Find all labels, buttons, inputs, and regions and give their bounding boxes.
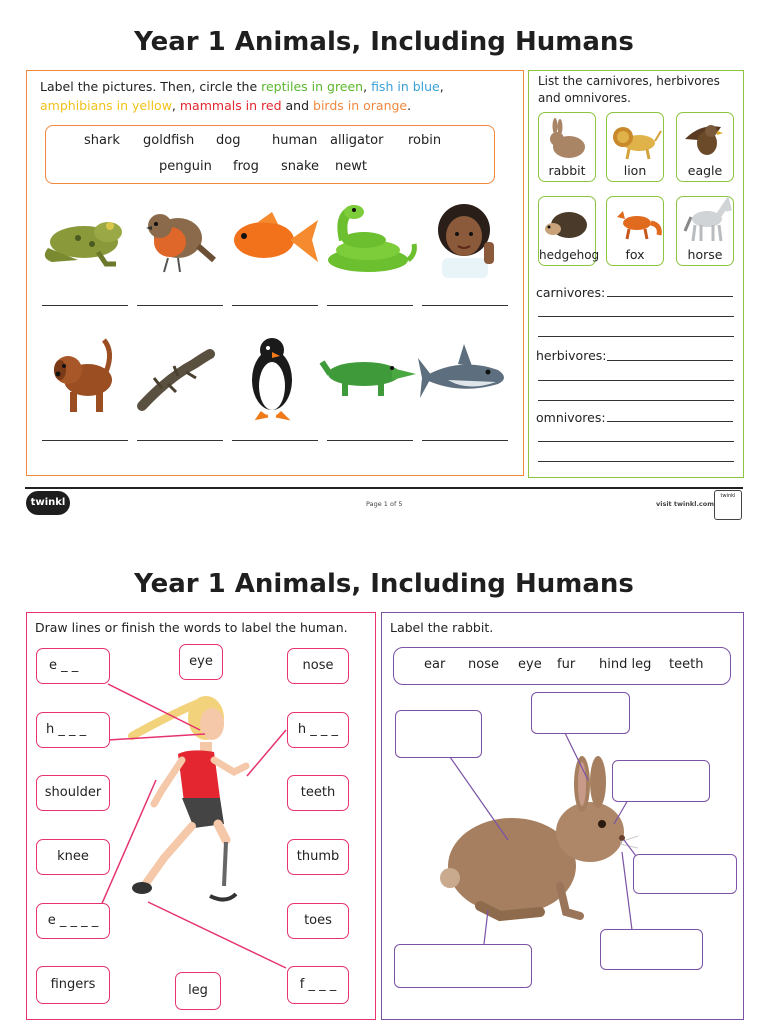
rabbit-word: eye [518, 657, 542, 672]
word-bank-item: snake [281, 159, 320, 174]
human-instructions: Draw lines or finish the words to label the human. [35, 620, 348, 635]
word-bank-item: human [272, 133, 318, 148]
label-box-teeth[interactable]: teeth [287, 775, 349, 811]
label-box-ear[interactable]: e _ _ [36, 648, 110, 684]
omnivores-label: omnivores: [536, 410, 606, 425]
word-bank-item: frog [233, 159, 259, 174]
label-box-hair[interactable]: h _ _ _ [36, 712, 110, 748]
word-bank-item: shark [84, 133, 120, 148]
label-box-knee[interactable]: knee [36, 839, 110, 875]
rabbit-label-box[interactable] [633, 854, 737, 894]
rabbit-word: ear [424, 657, 446, 672]
labelling-instructions: Label the pictures. Then, circle the reptiles in green, fish in blue, amphibians in yellow, mammals in red and birds in orange. [40, 79, 444, 113]
word-bank-item: dog [216, 133, 241, 148]
page-title: Year 1 Animals, Including Humans [134, 27, 634, 57]
rabbit-instructions: Label the rabbit. [390, 620, 494, 635]
rabbit-label-box[interactable] [612, 760, 710, 802]
animal-card-label: rabbit [548, 163, 586, 178]
label-box-leg[interactable]: leg [175, 972, 221, 1010]
quality-badge: twinkl [714, 490, 742, 520]
rabbit-label-box[interactable] [531, 692, 630, 734]
label-box-toes[interactable]: toes [287, 903, 349, 939]
word-bank-item: goldfish [143, 133, 195, 148]
label-box-fingers[interactable]: fingers [36, 966, 110, 1004]
label-box-shoulder[interactable]: shoulder [36, 775, 110, 811]
label-box-eye[interactable]: eye [179, 644, 223, 680]
carnivores-label: carnivores: [536, 285, 606, 300]
rabbit-word: nose [468, 657, 499, 672]
label-box-elbow[interactable]: e _ _ _ _ [36, 903, 110, 939]
rabbit-word: teeth [669, 657, 704, 672]
word-bank-item: alligator [330, 133, 384, 148]
herbivores-label: herbivores: [536, 348, 607, 363]
label-box-nose[interactable]: nose [287, 648, 349, 684]
word-bank-item: robin [408, 133, 442, 148]
diet-instructions: List the carnivores, herbivores and omnivores. [538, 74, 720, 105]
footer-site: visit twinkl.com [656, 500, 715, 508]
rabbit-word: fur [557, 657, 576, 672]
word-bank-item: newt [335, 159, 367, 174]
page-title: Year 1 Animals, Including Humans [134, 569, 634, 599]
label-box-foot[interactable]: f _ _ _ [287, 966, 349, 1004]
label-box-thumb[interactable]: thumb [287, 839, 349, 875]
rabbit-label-box[interactable] [600, 929, 703, 970]
rabbit-word: hind leg [599, 657, 652, 672]
animal-card-label: fox [625, 247, 645, 262]
rabbit-label-box[interactable] [394, 944, 532, 988]
rabbit-label-box[interactable] [395, 710, 482, 758]
page-number: Page 1 of 5 [366, 500, 403, 508]
label-box-hand[interactable]: h _ _ _ [287, 712, 349, 748]
twinkl-logo: twinkl [26, 491, 70, 515]
animal-card-label: lion [623, 163, 647, 178]
animal-card-label: hedgehog [539, 248, 600, 262]
word-bank-item: penguin [159, 159, 212, 174]
animal-card-label: horse [687, 247, 723, 262]
animal-card-label: eagle [687, 163, 723, 178]
